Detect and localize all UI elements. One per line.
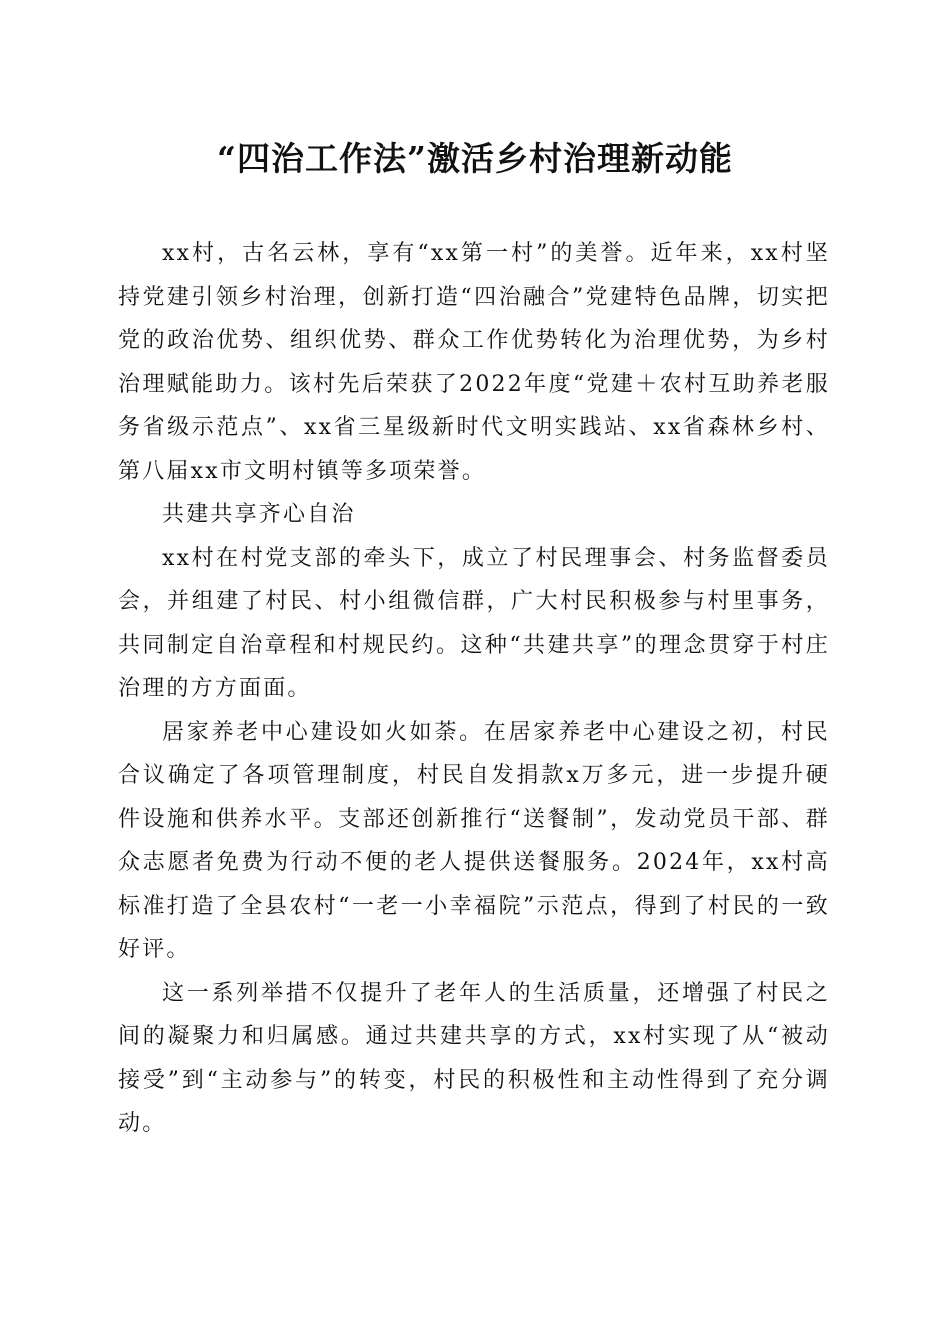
- body-paragraph: 这一系列举措不仅提升了老年人的生活质量，还增强了村民之间的凝聚力和归属感。通过共建共享的方式，xx村实现了从“被动接受”到“主动参与”的转变，村民的积极性和主动性得到了充分调动。: [118, 980, 830, 1136]
- document-body: [118, 232, 830, 1146]
- page-title: “四治工作法”激活乡村治理新动能: [217, 139, 733, 178]
- section-heading: 共建共享齐心自治: [162, 502, 356, 527]
- body-paragraph: xx村在村党支部的牵头下，成立了村民理事会、村务监督委员会，并组建了村民、村小组微信群，广大村民积极参与村里事务，共同制定自治章程和村规民约。这种“共建共享”的理念贯穿于村庄治理的方方面面。: [118, 545, 830, 701]
- body-paragraph: 居家养老中心建设如火如荼。在居家养老中心建设之初，村民合议确定了各项管理制度，村民自发捐款x万多元，进一步提升硬件设施和供养水平。支部还创新推行“送餐制”，发动党员干部、群众志愿者免费为行动不便的老人提供送餐服务。2024年，xx村高标准打造了全县农村“一老一小幸福院”示范点，得到了村民的一致好评。: [118, 719, 830, 962]
- intro-paragraph: xx村，古名云林，享有“xx第一村”的美誉。近年来，xx村坚持党建引领乡村治理，创新打造“四治融合”党建特色品牌，切实把党的政治优势、组织优势、群众工作优势转化为治理优势，为乡村治理赋能助力。该村先后荣获了2022年度“党建＋农村互助养老服务省级示范点”、xx省三星级新时代文明实践站、xx省森林乡村、第八届xx市文明村镇等多项荣誉。: [118, 241, 830, 484]
